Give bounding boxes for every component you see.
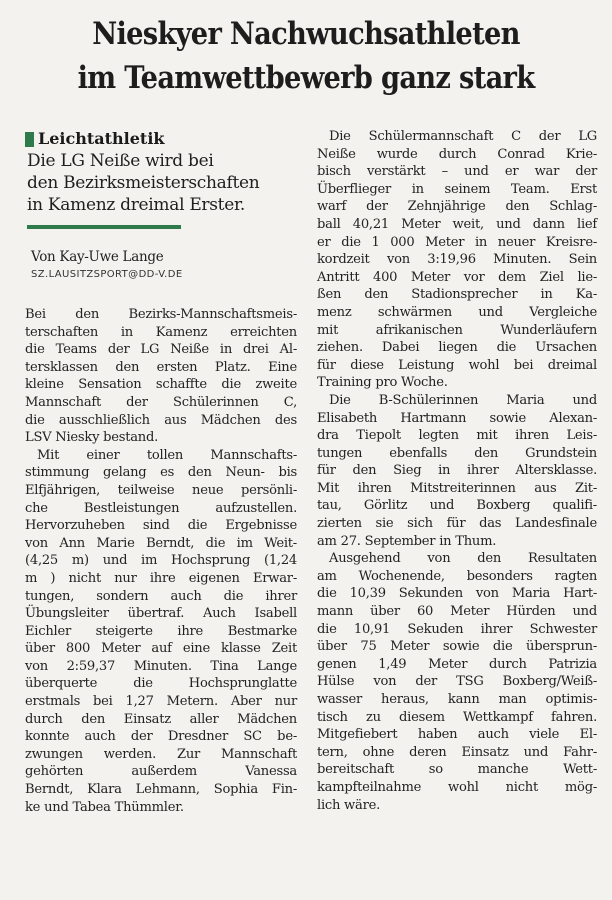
author-email: SZ.LAUSITZSPORT@DD-V.DE bbox=[31, 269, 183, 280]
text-line: ke und Tabea Thümmler. bbox=[25, 799, 184, 815]
text-line: am 27. September in Thum. bbox=[317, 533, 497, 549]
text-line: über 800 Meter auf eine klasse Zeit bbox=[25, 641, 297, 657]
text-line: warf der Zehnjährige den Schlag- bbox=[317, 199, 597, 215]
text-line: stimmung gelang es den Neun- bis bbox=[25, 465, 297, 481]
text-line: tungen ebenfalls den Grundstein bbox=[317, 445, 597, 461]
text-line: mann über 60 Meter Hürden und bbox=[317, 604, 597, 620]
text-line: Mit einer tollen Mannschafts- bbox=[37, 447, 297, 463]
text-line: kordzeit von 3:19,96 Minuten. Sein bbox=[317, 252, 597, 268]
text-line: tersklassen den ersten Platz. Eine bbox=[25, 359, 297, 375]
text-line: Mit ihren Mitstreiterinnen aus Zit- bbox=[317, 480, 597, 496]
text-line: die ausschließlich aus Mädchen des bbox=[25, 412, 297, 428]
right-column bbox=[317, 128, 597, 814]
text-line: tungen, sondern auch die ihrer bbox=[25, 588, 297, 604]
text-line: Hervorzuheben sind die Ergebnisse bbox=[25, 518, 297, 534]
text-line: gehörten außerdem Vanessa bbox=[25, 764, 297, 780]
text-line: durch den Einsatz aller Mädchen bbox=[25, 711, 297, 727]
text-line: die 10,39 Sekunden von Maria Hart- bbox=[317, 586, 597, 602]
text-line: dra Tiepolt legten mit ihren Leis- bbox=[317, 428, 597, 444]
text-line: über 75 Meter sowie die übersprun- bbox=[317, 639, 597, 655]
text-line: ziehen. Dabei liegen die Ursachen bbox=[317, 340, 597, 356]
text-line: Elisabeth Hartmann sowie Alexan- bbox=[317, 410, 597, 426]
headline-line-1: Nieskyer Nachwuchsathleten bbox=[92, 16, 520, 52]
text-line: tau, Görlitz und Boxberg qualifi- bbox=[317, 498, 597, 514]
headline-line-2: im Teamwettbewerb ganz stark bbox=[77, 60, 535, 96]
text-line: zierten sie sich für das Landesfinale bbox=[317, 516, 597, 532]
text-line: che Bestleistungen aufzustellen. bbox=[25, 500, 297, 516]
text-line: Training pro Woche. bbox=[317, 375, 448, 391]
text-line: Überflieger in seinem Team. Erst bbox=[317, 181, 597, 197]
text-line: erstmals bei 1,27 Metern. Aber nur bbox=[25, 694, 297, 710]
left-column-text bbox=[25, 306, 297, 816]
text-line: er die 1 000 Meter in neuer Kreisre- bbox=[317, 234, 597, 250]
text-line: Neiße wurde durch Conrad Krie- bbox=[317, 146, 597, 162]
divider-rule bbox=[27, 225, 181, 229]
text-line: menz schwärmen und Vergleiche bbox=[317, 304, 597, 320]
text-line: am Wochenende, besonders ragten bbox=[317, 568, 597, 584]
text-line: terschaften in Kamenz erreichten bbox=[25, 324, 297, 340]
right-column-text bbox=[317, 128, 597, 814]
text-line: Bei den Bezirks-Mannschaftsmeis- bbox=[25, 307, 297, 322]
text-line: genen 1,49 Meter durch Patrizia bbox=[317, 656, 597, 672]
text-line: lich wäre. bbox=[317, 797, 380, 813]
headline bbox=[37, 12, 576, 100]
text-line: Hülse von der TSG Boxberg/Weiß- bbox=[317, 674, 597, 690]
subhead-line: den Bezirksmeisterschaften bbox=[27, 173, 260, 193]
text-line: kleine Sensation schaffte die zweite bbox=[25, 377, 297, 393]
text-line: Berndt, Klara Lehmann, Sophia Fin- bbox=[25, 782, 297, 798]
text-line: Eichler steigerte ihre Bestmarke bbox=[25, 623, 297, 639]
subhead-line: Die LG Neiße wird bei bbox=[27, 151, 214, 171]
text-line: tern, ohne deren Einsatz und Fahr- bbox=[317, 744, 597, 760]
text-line: LSV Niesky bestand. bbox=[25, 430, 159, 446]
text-line: wasser heraus, kann man optimis- bbox=[317, 692, 597, 707]
text-line: von 2:59,37 Minuten. Tina Lange bbox=[25, 658, 297, 674]
text-line: Ausgehend von den Resultaten bbox=[329, 551, 597, 567]
text-line: die Teams der LG Neiße in drei Al- bbox=[25, 342, 297, 358]
text-line: tisch zu diesem Wettkampf fahren. bbox=[317, 709, 597, 725]
text-line: (4,25 m) und im Hochsprung (1,24 bbox=[25, 553, 297, 569]
text-line: die 10,91 Sekuden ihrer Schwester bbox=[317, 621, 597, 637]
text-line: mit afrikanischen Wunderläufern bbox=[317, 322, 597, 338]
text-line: ßen den Stadionsprecher in Ka- bbox=[317, 287, 597, 303]
text-line: Die B-Schülerinnen Maria und bbox=[329, 392, 597, 408]
text-line: kampfteilnahme wohl nicht mög- bbox=[317, 779, 597, 795]
text-line: Mannschaft der Schülerinnen C, bbox=[25, 394, 297, 410]
text-line: bereitschaft so manche Wett- bbox=[317, 762, 597, 778]
kicker-label: Leichtathletik bbox=[38, 129, 165, 148]
text-line: zwungen werden. Zur Mannschaft bbox=[25, 746, 297, 762]
text-line: überquerte die Hochsprunglatte bbox=[25, 676, 297, 692]
text-line: bisch verstärkt – und er war der bbox=[317, 164, 597, 180]
section-kicker bbox=[25, 128, 297, 150]
text-line: Die Schülermannschaft C der LG bbox=[329, 129, 597, 144]
kicker-marker-icon bbox=[25, 132, 34, 147]
text-line: Mitgefiebert haben auch viele El- bbox=[317, 727, 597, 743]
subheadline bbox=[27, 150, 297, 216]
text-line: ball 40,21 Meter weit, und dann lief bbox=[317, 216, 597, 232]
author-byline: Von Kay-Uwe Lange bbox=[31, 249, 164, 265]
subhead-line: in Kamenz dreimal Erster. bbox=[27, 195, 246, 215]
text-line: m ) nicht nur ihre eigenen Erwar- bbox=[25, 570, 297, 586]
text-line: Übungsleiter übertraf. Auch Isabell bbox=[25, 606, 297, 622]
text-line: Antritt 400 Meter vor dem Ziel lie- bbox=[317, 269, 597, 285]
text-line: von Ann Marie Berndt, die im Weit- bbox=[25, 535, 297, 551]
text-line: für den Sieg in ihrer Altersklasse. bbox=[317, 463, 597, 479]
text-line: konnte auch der Dresdner SC be- bbox=[25, 729, 297, 745]
text-line: Elfjährigen, teilweise neue persönli- bbox=[25, 482, 297, 498]
left-column bbox=[25, 128, 297, 816]
text-line: für diese Leistung wohl bei dreimal bbox=[317, 357, 597, 373]
